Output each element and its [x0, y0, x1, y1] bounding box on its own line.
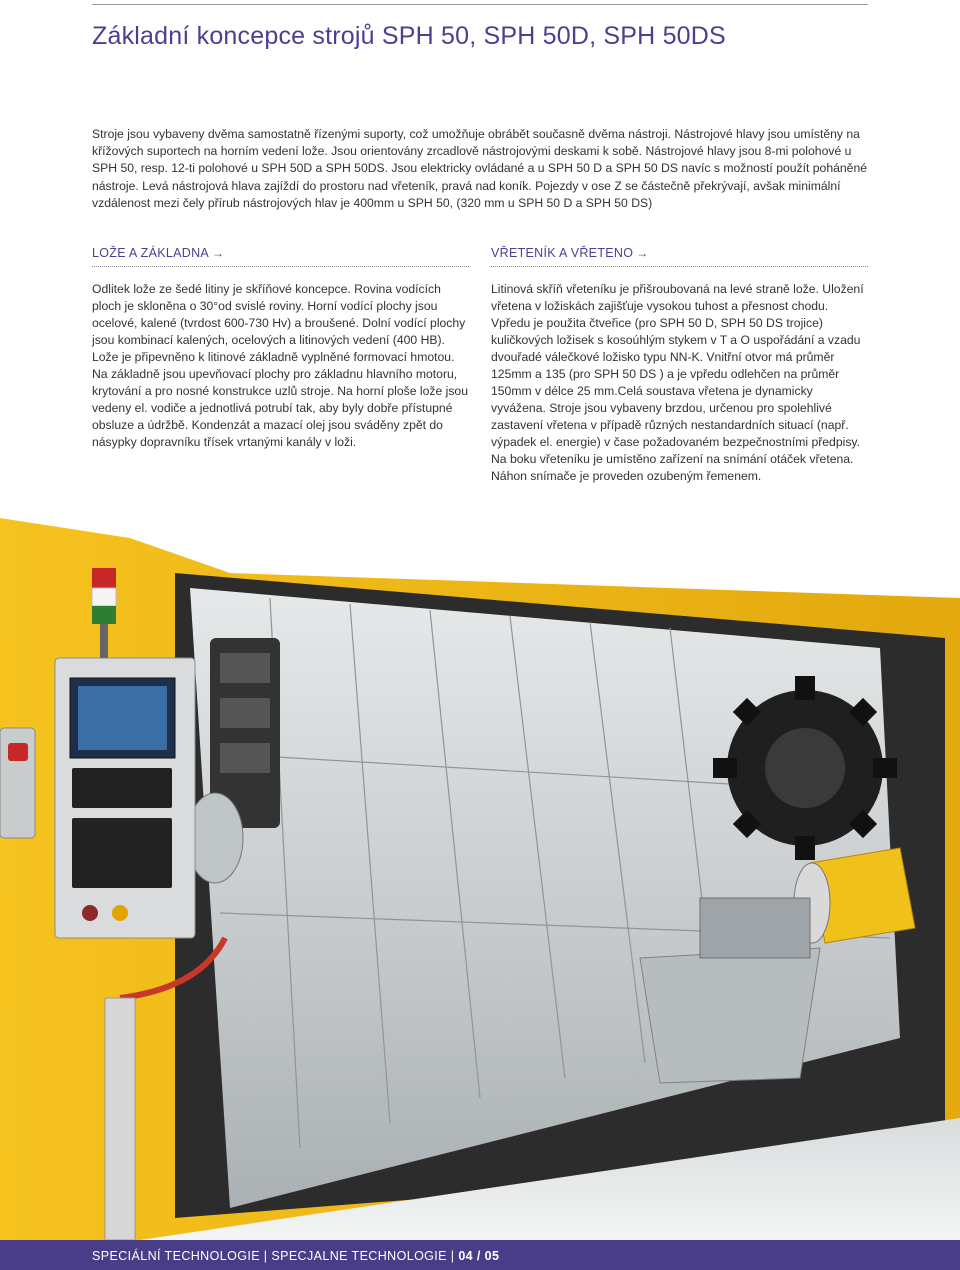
- footer-text: [92, 1249, 499, 1263]
- section-bed-and-base: [92, 246, 469, 451]
- footer-brand-cz: SPECIÁLNÍ TECHNOLOGIE: [92, 1249, 260, 1263]
- footer-separator: |: [259, 1249, 272, 1263]
- arrow-right-icon: →: [212, 246, 225, 260]
- intro-paragraph: Stroje jsou vybaveny dvěma samostatně řízenými suporty, což umožňuje obrábět současně dvěma nástroji. Nástrojové hlavy jsou umístěny na křížových suportech na horním vedení lože. Jsou orientovány zrcadlově nástrojovými deskami k sobě. Nástrojové hlavy jsou 8-mi polohové u SPH 50, resp. 12-ti polohové u SPH 50D a SPH 50DS. Jsou elektricky ovládané a u SPH 50 D a SPH 50 DS navíc s možností použít poháněné nástroje. Levá nástrojová hlava zajíždí do prostoru nad vřeteník, pravá nad koník. Pojezdy v ose Z se částečně překrývají, avšak minimální vzdálenost mezi čely přírub nástrojových hlav je 400mm u SPH 50, (320 mm u SPH 50 D a SPH 50 DS): [92, 127, 868, 210]
- arrow-right-icon: →: [636, 246, 649, 260]
- section-headstock-and-spindle: [491, 246, 868, 485]
- section-text: Litinová skříň vřeteníku je přišroubovaná na levé straně lože. Uložení vřetena v ložiskách zajišťuje vysokou tuhost a přesnost chodu. Vpředu je použita čtveřice (pro SPH 50 D, SPH 50 DS trojice) kuličkových ložisek s kosoúhlým stykem v T a O uspořádání a vzadu dvouřadé válečkové ložisko typu NN-K. Vnitřní otvor má průměr 125mm a 135 (pro SPH 50 DS ) a je vpředu odlehčen na průměr 150mm v délce 25 mm.Celá soustava vřetena je dynamicky vyvážena. Stroje jsou vybaveny brzdou, určenou pro spolehlivé zastavení vřetena v případě různých nestandardních situací (např. výpadek el. energie) v čase požadovaném bezpečnostními předpisy. Na boku vřeteníku je umístěno zařízení na snímání otáček vřetena. Náhon snímače je proveden ozubeným řemenem.: [491, 282, 864, 483]
- top-rule: [92, 4, 868, 5]
- footer-separator: |: [446, 1249, 459, 1263]
- section-heading-label: VŘETENÍK A VŘETENO: [491, 246, 634, 260]
- page-numbers: 04 / 05: [458, 1249, 500, 1263]
- section-heading-label: LOŽE A ZÁKLADNA: [92, 246, 210, 260]
- footer-brand-pl: SPECJALNE TECHNOLOGIE: [271, 1249, 447, 1263]
- footer-bar: [0, 1240, 960, 1270]
- machine-photo: [0, 518, 960, 1240]
- section-text: Odlitek lože ze šedé litiny je skříňové koncepce. Rovina vodících ploch je skloněna o 30°od svislé roviny. Horní vodící plochy jsou ocelové, kalené (tvrdost 600-730 Hv) a broušené. Dolní vodící plochy jsou kombinací kalených, ocelových a litinových vedení (400 HB). Lože je připevněno k litinové základně vyplněné formovací hmotou. Na základně jsou upevňovací plochy pro základnu hlavního motoru, krytování a pro nosné konstrukce uzlů stroje. Na horní ploše lože jsou vedeny el. vodiče a jednotlivá potrubí tak, aby byly dobře přístupné obsluze a údržbě. Kondenzát a mazací olej jsou sváděny zpět do násypky dopravníku třísek vrtanými kanály v loži.: [92, 282, 468, 449]
- page-title: Základní koncepce strojů SPH 50, SPH 50D, SPH 50DS: [92, 22, 726, 50]
- section-heading: [491, 246, 868, 267]
- section-heading: [92, 246, 469, 267]
